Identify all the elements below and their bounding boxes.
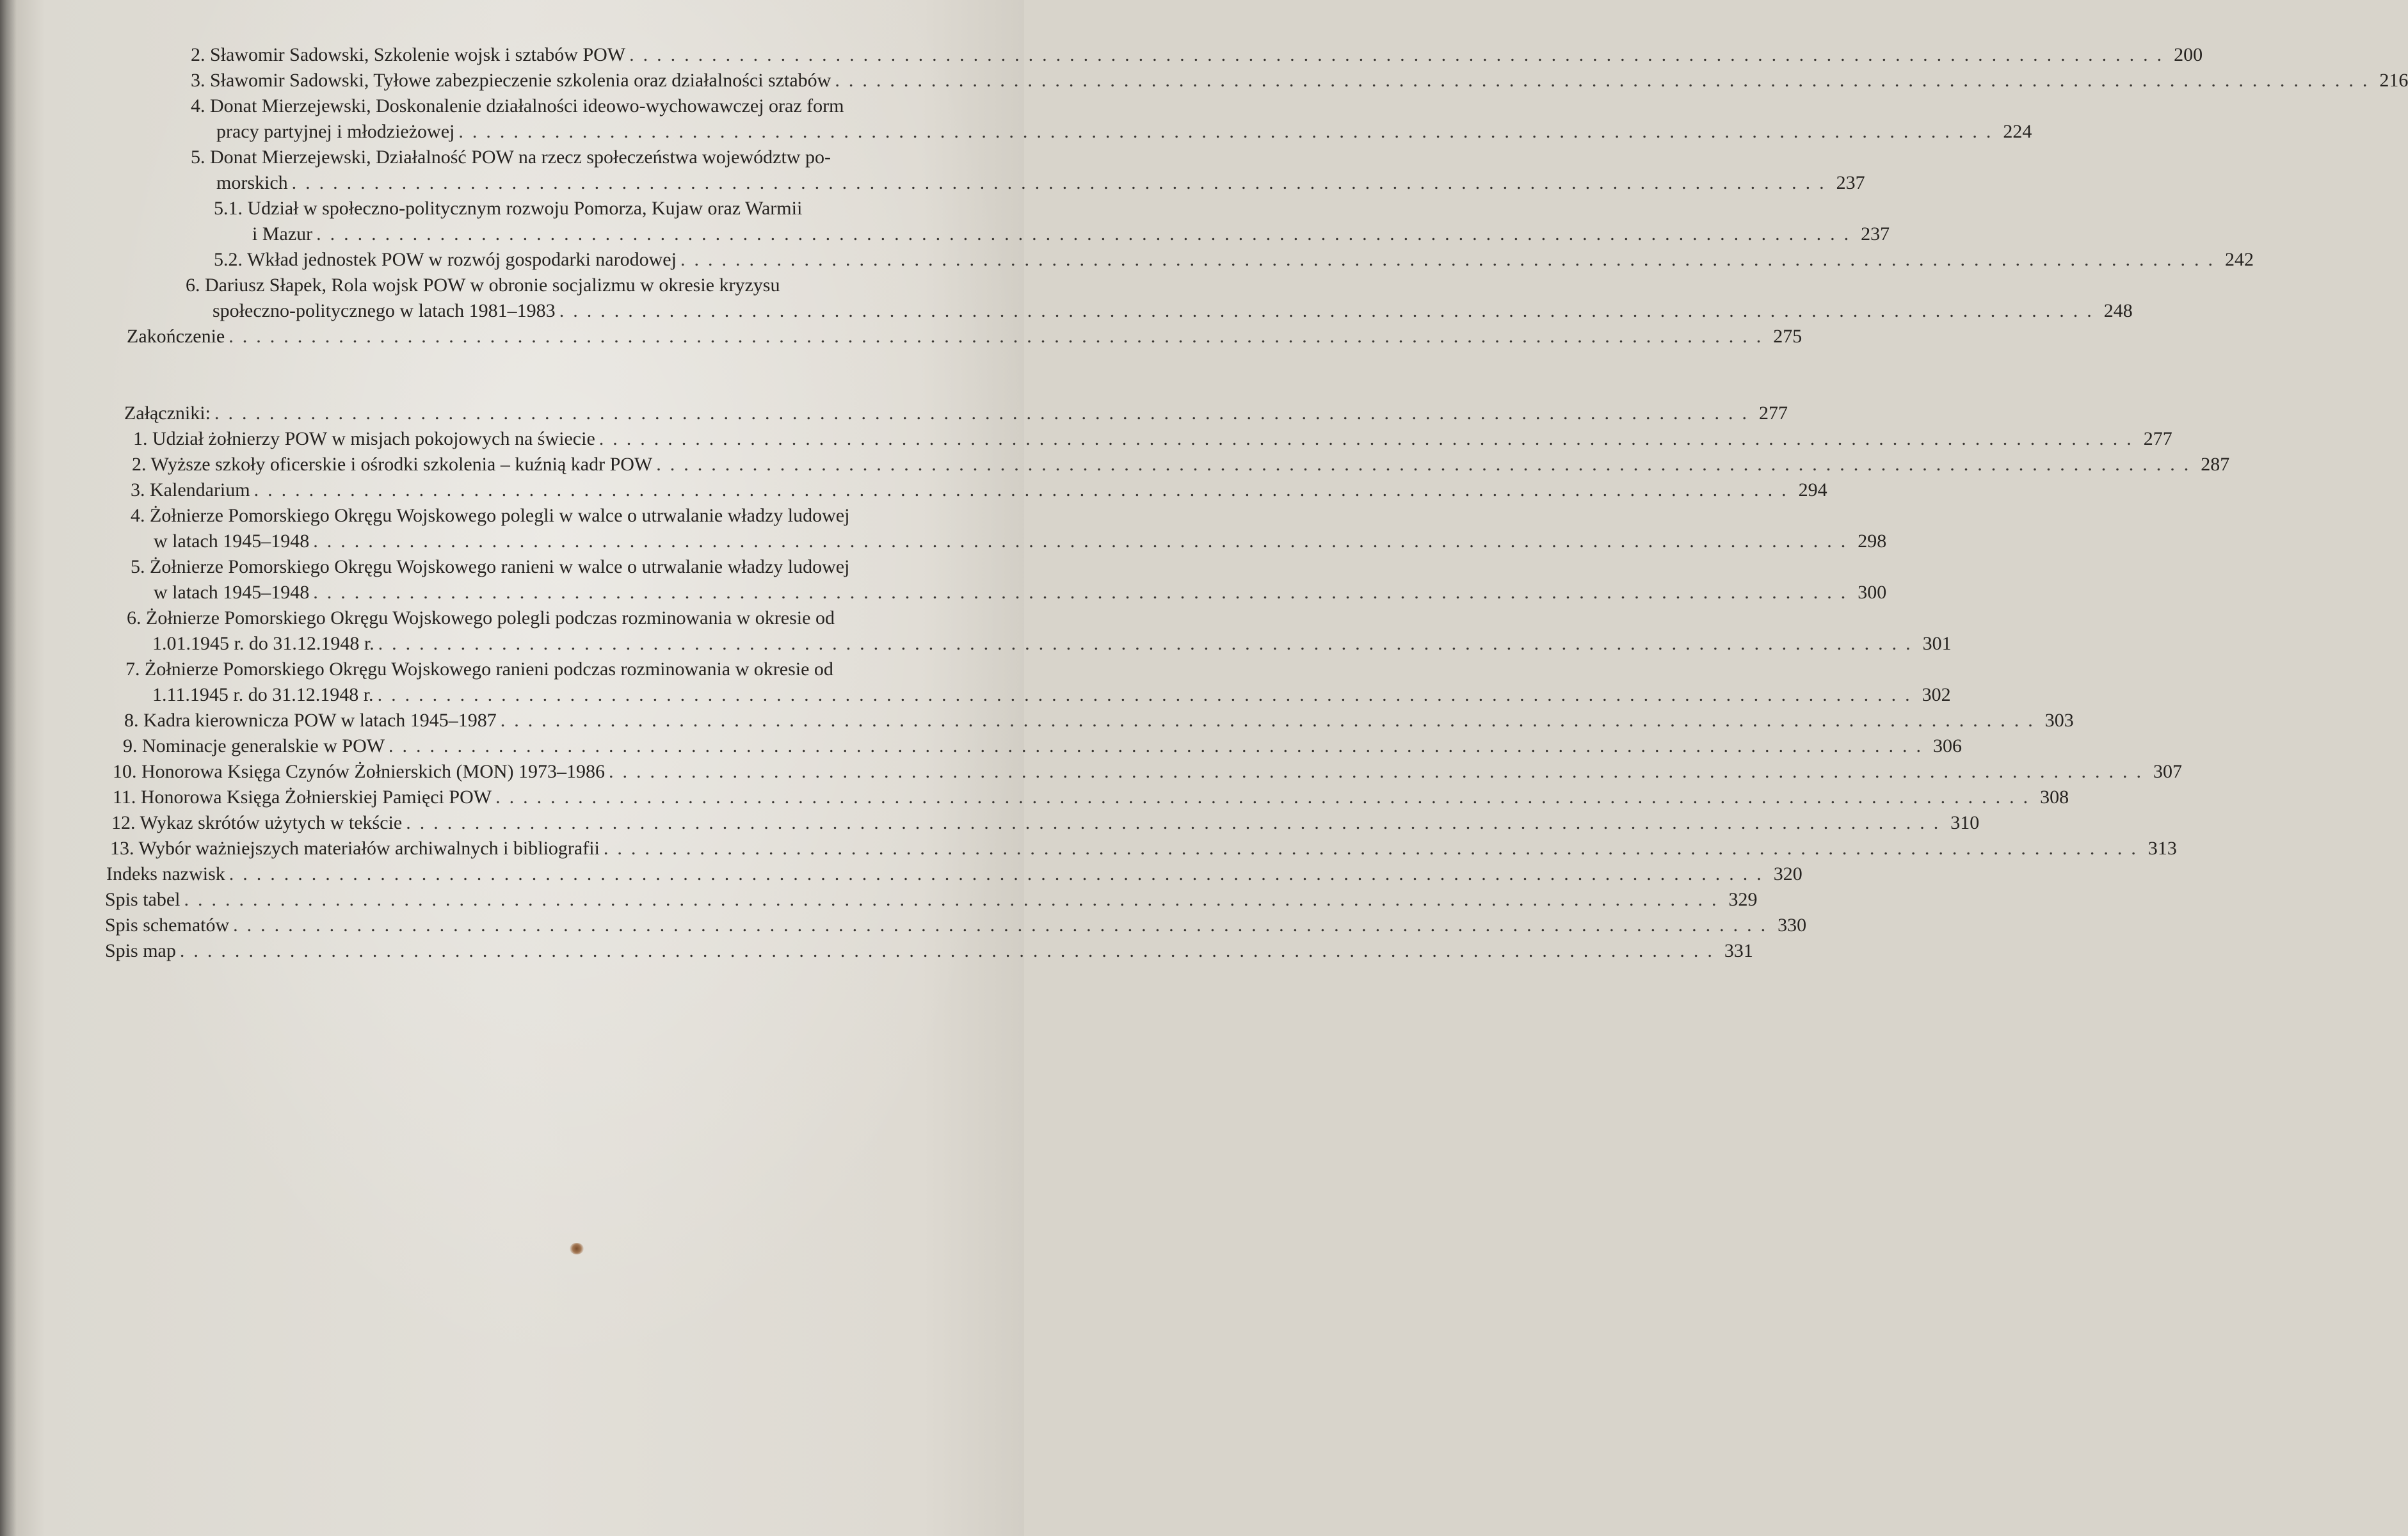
toc-entry-title: 1.01.1945 r. do 31.12.1948 r. xyxy=(152,633,374,654)
toc-entry xyxy=(110,836,2177,861)
leader-dots: ................................................................................................................ xyxy=(406,812,1948,833)
toc-entry-title: 9. Nominacje generalskie w POW xyxy=(123,735,385,756)
leader-dots: ................................................................................................................ xyxy=(598,428,2140,449)
leader-dots: ................................................................................................................ xyxy=(229,326,1770,347)
toc-entry-page: 331 xyxy=(1724,940,1753,961)
toc-entry-title-line1: 6. Dariusz Słapek, Rola wojsk POW w obronie socjalizmu w okresie kryzysu xyxy=(186,275,780,296)
toc-entry xyxy=(133,426,2172,452)
toc-entry-title: 13. Wybór ważniejszych materiałów archiwalnych i bibliografii xyxy=(110,838,600,859)
toc-entry-page: 310 xyxy=(1950,812,1980,833)
leader-dots: ................................................................................................................ xyxy=(316,223,1858,244)
leader-dots: ................................................................................................................ xyxy=(835,70,2377,91)
toc-entry xyxy=(113,785,2069,810)
leader-dots: ................................................................................................................ xyxy=(609,761,2151,782)
toc-entry-title: 2. Sławomir Sadowski, Szkolenie wojsk i sztabów POW xyxy=(191,44,626,65)
toc-entry xyxy=(105,913,1807,938)
toc-entry xyxy=(132,452,2230,477)
leader-dots: ................................................................................................................ xyxy=(313,531,1855,552)
toc-entry-page: 277 xyxy=(1758,403,1788,424)
leader-dots: ................................................................................................................ xyxy=(229,863,1770,884)
toc-entry-title: Spis tabel xyxy=(105,889,181,910)
toc-entry-title: Załączniki: xyxy=(124,403,211,424)
toc-entry-title: Indeks nazwisk xyxy=(106,863,225,884)
toc-entry-title: 12. Wykaz skrótów użytych w tekście xyxy=(111,812,403,833)
leader-dots: ................................................................................................................ xyxy=(179,940,1721,961)
toc-entry xyxy=(124,401,1788,426)
toc-entry-title: pracy partyjnej i młodzieżowej xyxy=(216,121,455,142)
leader-dots: ................................................................................................................ xyxy=(559,300,2101,321)
toc-entry-title: Zakończenie xyxy=(127,326,225,347)
toc-entry xyxy=(191,42,2203,68)
toc-entry xyxy=(123,733,1963,759)
toc-entry-page: 242 xyxy=(2224,249,2254,270)
toc-entry xyxy=(154,529,1887,554)
toc-entry xyxy=(154,580,1887,605)
toc-entry-page: 275 xyxy=(1773,326,1802,347)
leader-dots: ................................................................................................................ xyxy=(500,710,2042,731)
toc-entry-title: 5.2. Wkład jednostek POW w rozwój gospodarki narodowej xyxy=(214,249,677,270)
toc-entry-page: 302 xyxy=(1922,684,1951,705)
toc-entry-title: i Mazur xyxy=(252,223,313,244)
toc-entry xyxy=(152,682,1951,708)
toc-entry-page: 248 xyxy=(2103,300,2133,321)
toc-entry-title-line1: 4. Donat Mierzejewski, Doskonalenie działalności ideowo-wychowawczej oraz form xyxy=(191,95,844,116)
toc-entry-title-line1: 6. Żołnierze Pomorskiego Okręgu Wojskowego polegli podczas rozminowania w okresie od xyxy=(127,607,835,628)
toc-entry-title: 8. Kadra kierownicza POW w latach 1945–1987 xyxy=(124,710,497,731)
toc-entry-page: 287 xyxy=(2201,454,2230,475)
toc-entry-title: morskich xyxy=(216,172,288,193)
leader-dots: ................................................................................................................ xyxy=(253,479,1795,500)
toc-entry-title: 1. Udział żołnierzy POW w misjach pokojowych na świecie xyxy=(133,428,595,449)
toc-entry xyxy=(191,68,2408,93)
toc-entry-page: 298 xyxy=(1858,531,1887,552)
toc-entry xyxy=(124,708,2074,733)
toc-entry xyxy=(127,324,1802,349)
leader-dots: ................................................................................................................ xyxy=(377,684,1919,705)
toc-entry-title-line1: 4. Żołnierze Pomorskiego Okręgu Wojskowego polegli w walce o utrwalanie władzy ludowej xyxy=(131,505,850,526)
toc-entry-page: 308 xyxy=(2040,787,2069,808)
toc-entry-page: 303 xyxy=(2044,710,2074,731)
leader-dots: ................................................................................................................ xyxy=(495,787,2037,808)
toc-entry-title-line1: 5.1. Udział w społeczno-politycznym rozwoju Pomorza, Kujaw oraz Warmii xyxy=(214,198,803,219)
leader-dots: ................................................................................................................ xyxy=(629,44,2171,65)
toc-entry-page: 330 xyxy=(1778,915,1807,936)
toc-entry-page: 224 xyxy=(2003,121,2032,142)
toc-entry xyxy=(252,221,1890,247)
paper-stain xyxy=(570,1243,584,1254)
toc-entry-title: społeczno-politycznego w latach 1981–1983 xyxy=(213,300,556,321)
toc-entry-page: 277 xyxy=(2143,428,2172,449)
toc-entry-title: 1.11.1945 r. do 31.12.1948 r. xyxy=(152,684,374,705)
toc-entry xyxy=(213,298,2133,324)
toc-entry xyxy=(111,810,1980,836)
leader-dots: ................................................................................................................ xyxy=(656,454,2198,475)
toc-entry-title: w latach 1945–1948 xyxy=(154,582,310,603)
toc-entry-title: 10. Honorowa Księga Czynów Żołnierskich (MON) 1973–1986 xyxy=(113,761,606,782)
toc-entry-page: 329 xyxy=(1728,889,1758,910)
toc-entry-title: 2. Wyższe szkoły oficerskie i ośrodki szkolenia – kuźnią kadr POW xyxy=(132,454,653,475)
toc-entry-page: 306 xyxy=(1933,735,1963,756)
leader-dots: ................................................................................................................ xyxy=(389,735,1930,756)
toc-entry-page: 200 xyxy=(2174,44,2203,65)
toc-entry-title: Spis schematów xyxy=(105,915,230,936)
toc-entry xyxy=(214,247,2254,273)
toc-entry-page: 301 xyxy=(1922,633,1952,654)
leader-dots: ................................................................................................................ xyxy=(214,403,1756,424)
leader-dots: ................................................................................................................ xyxy=(603,838,2145,859)
toc-entry xyxy=(216,119,2032,145)
leader-dots: ................................................................................................................ xyxy=(458,121,2000,142)
toc-entry-page: 313 xyxy=(2147,838,2177,859)
leader-dots: ................................................................................................................ xyxy=(680,249,2222,270)
leader-dots: ................................................................................................................ xyxy=(291,172,1833,193)
toc-entry-title-line1: 5. Donat Mierzejewski, Działalność POW na rzecz społeczeństwa województw po- xyxy=(191,147,831,168)
toc-entry-page: 300 xyxy=(1858,582,1887,603)
toc-entry-title: 3. Kalendarium xyxy=(131,479,250,500)
toc-entry-page: 294 xyxy=(1798,479,1827,500)
leader-dots: ................................................................................................................ xyxy=(184,889,1726,910)
toc-entry-title: Spis map xyxy=(105,940,176,961)
toc-entry-title: 3. Sławomir Sadowski, Tyłowe zabezpieczenie szkolenia oraz działalności sztabów xyxy=(191,70,831,91)
toc-entry-title-line1: 5. Żołnierze Pomorskiego Okręgu Wojskowego ranieni w walce o utrwalanie władzy ludowej xyxy=(131,556,850,577)
toc-entry xyxy=(105,938,1753,964)
toc-entry-title: w latach 1945–1948 xyxy=(154,531,310,552)
toc-entry xyxy=(131,477,1827,503)
toc-entry-page: 237 xyxy=(1861,223,1890,244)
toc-entry-title-line1: 7. Żołnierze Pomorskiego Okręgu Wojskowego ranieni podczas rozminowania w okresie od xyxy=(125,659,833,680)
leader-dots: ................................................................................................................ xyxy=(233,915,1775,936)
leader-dots: ................................................................................................................ xyxy=(313,582,1855,603)
toc-entry-page: 307 xyxy=(2153,761,2183,782)
toc-entry-page: 216 xyxy=(2379,70,2408,91)
toc-entry xyxy=(152,631,1952,657)
toc-entry-page: 320 xyxy=(1773,863,1802,884)
toc-entry xyxy=(106,861,1802,887)
toc-entry-page: 237 xyxy=(1836,172,1865,193)
leader-dots: ................................................................................................................ xyxy=(378,633,1920,654)
toc-entry xyxy=(105,887,1758,913)
toc-entry-title: 11. Honorowa Księga Żołnierskiej Pamięci POW xyxy=(113,787,492,808)
toc-entry xyxy=(216,170,1865,196)
toc-entry xyxy=(113,759,2183,785)
